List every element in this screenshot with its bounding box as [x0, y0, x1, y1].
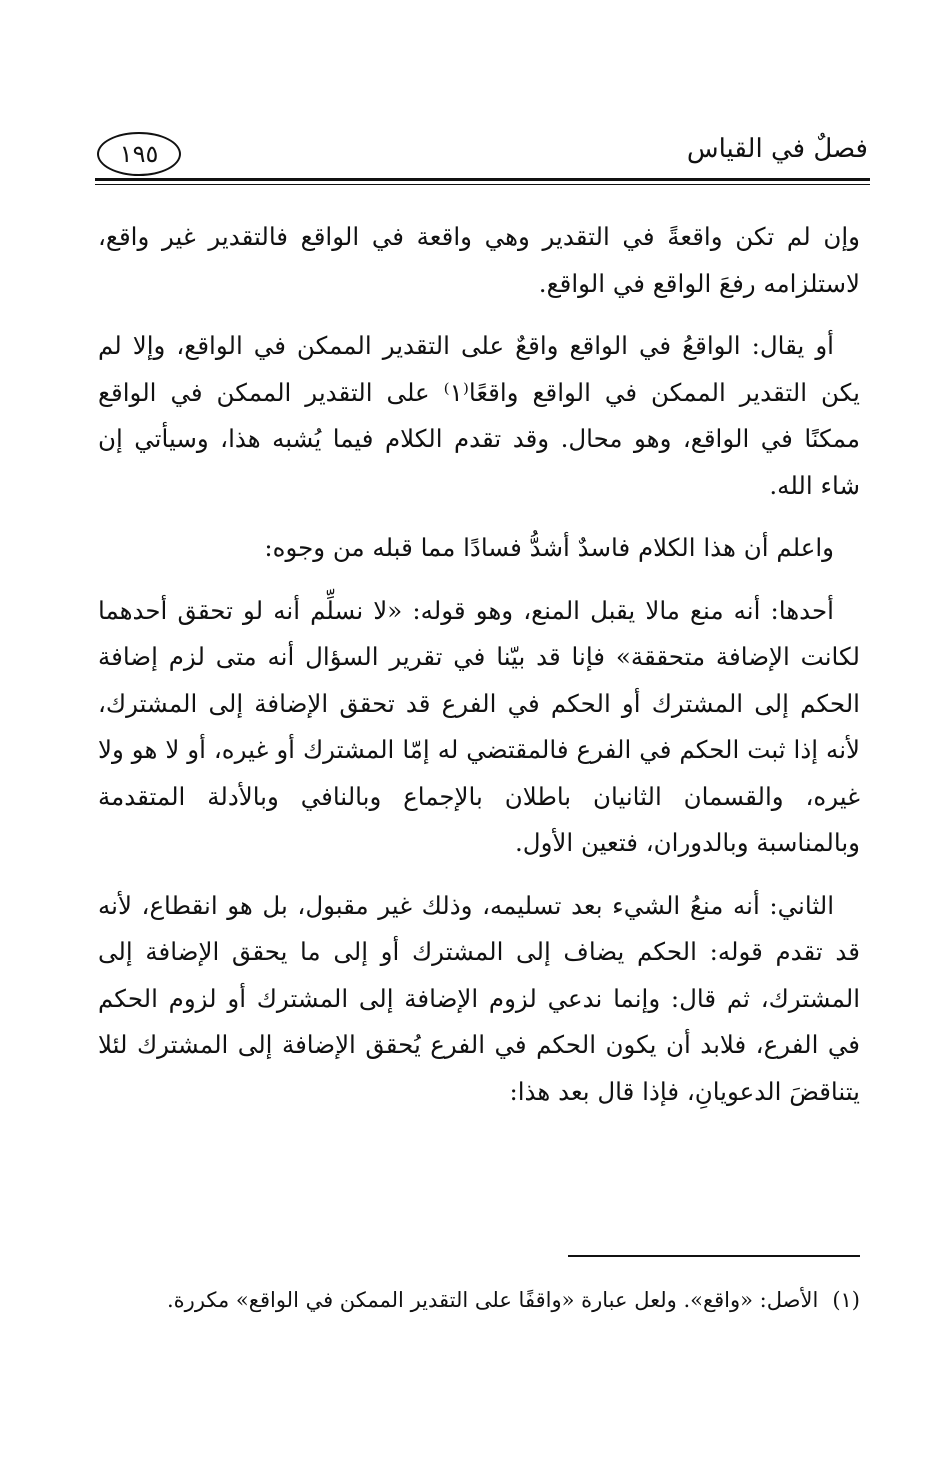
- page-number: ١٩٥: [97, 132, 181, 176]
- header-rule-thin: [95, 184, 870, 185]
- running-title: فصلٌ في القياس: [686, 134, 868, 164]
- paragraph-4: أحدها: أنه منع مالا يقبل المنع، وهو قوله: «لا نسلِّم أنه لو تحقق أحدهما لكانت الإضافة متحققة» فإنا قد بيّنا في تقرير السؤال أنه متى لزم إضافة الحكم إلى المشترك أو الحكم في الفرع قد تحقق الإضافة إلى المشترك، لأنه إذا ثبت الحكم في الفرع فالمقتضي له إمّا المشترك أو غيره، أو لا هو ولا غيره، والقسمان الثانيان باطلان بالإجماع وبالنافي وبالأدلة المتقدمة وبالمناسبة وبالدوران، فتعين الأول.: [98, 595, 860, 857]
- paragraph-3: واعلم أن هذا الكلام فاسدٌ أشدُّ فسادًا مما قبله من وجوه:: [264, 533, 834, 562]
- footnote-separator: [568, 1255, 860, 1257]
- paragraph-1: وإن لم تكن واقعةً في التقدير وهي واقعة في الواقع فالتقدير غير واقع، لاستلزامه رفعَ الواقع في الواقع.: [98, 222, 860, 298]
- footnote: [98, 1283, 860, 1317]
- paragraph-2: أو يقال: الواقعُ في الواقع واقعٌ على التقدير الممكن في الواقع، وإلا لم يكن التقدير الممكن في الواقع واقعًا⁽١⁾ على التقدير الممكن في الواقع ممكنًا في الواقع، وهو محال. وقد تقدم الكلام فيما يُشبه هذا، وسيأتي إن شاء الله.: [98, 331, 860, 500]
- paragraph-5: الثاني: أنه منعُ الشيء بعد تسليمه، وذلك غير مقبول، بل هو انقطاع، لأنه قد تقدم قوله: الحكم يضاف إلى المشترك أو إلى ما يحقق الإضافة إلى المشترك، ثم قال: وإنما ندعي لزوم الإضافة إلى المشترك أو لزوم الحكم في الفرع، فلابد أن يكون الحكم في الفرع يُحقق الإضافة إلى المشترك لئلا يتناقضَ الدعويانِ، فإذا قال بعد هذا:: [98, 890, 861, 1106]
- footnote-text: الأصل: «واقع». ولعل عبارة «واقفًا على التقدير الممكن في الواقع» مكررة.: [167, 1288, 819, 1312]
- header-rule-thick: [95, 178, 870, 181]
- footnote-number: (١): [832, 1288, 860, 1312]
- body-text: [98, 214, 860, 1131]
- running-header: [95, 128, 868, 176]
